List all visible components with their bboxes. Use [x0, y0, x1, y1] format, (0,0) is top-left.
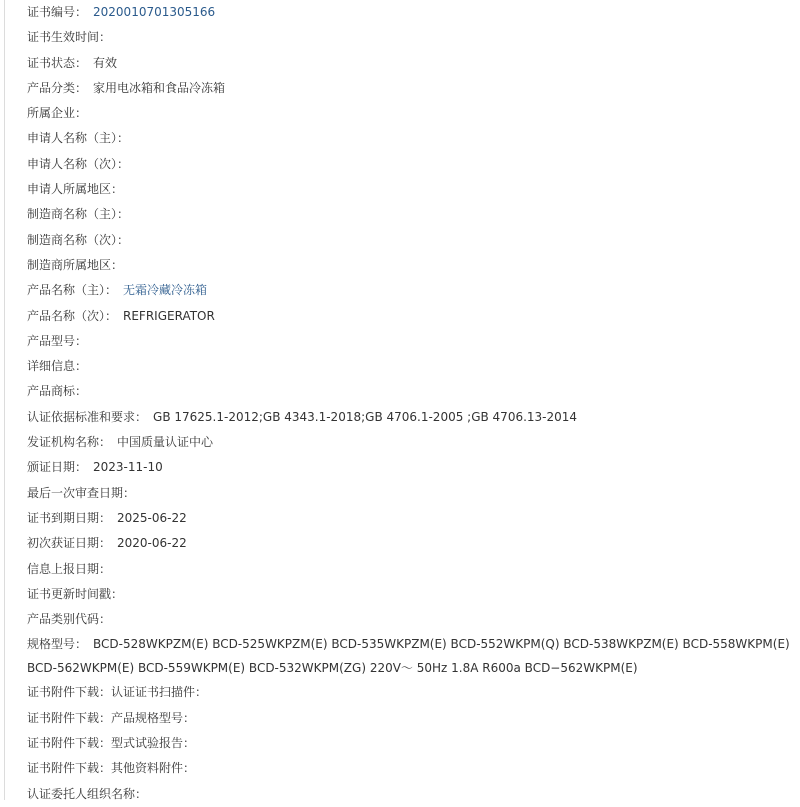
info-row-applicant-region: [27, 177, 797, 202]
info-row-report-date: [27, 557, 797, 582]
row-label: 制造商名称（主）：: [27, 207, 130, 222]
row-label: 认证依据标准和要求：: [27, 409, 148, 424]
info-row-manufacturer-region: [27, 253, 797, 278]
info-row-specification: [27, 632, 797, 680]
row-label: 证书编号：: [27, 5, 88, 19]
info-row-category-code: [27, 607, 797, 632]
row-label: 产品类别代码：: [27, 612, 112, 627]
row-label: 申请人所属地区：: [27, 182, 124, 197]
info-row-product-model: [27, 329, 797, 354]
row-value: REFRIGERATOR: [123, 308, 215, 323]
info-row-update-timestamp: [27, 582, 797, 607]
info-row-applicant-primary: [27, 126, 797, 151]
certificate-number-link[interactable]: 2020010701305166: [93, 5, 216, 19]
row-label: 信息上报日期：: [27, 561, 112, 576]
row-label: 制造商所属地区：: [27, 257, 124, 272]
row-label: 发证机构名称：: [27, 435, 112, 450]
row-label: 证书生效时间：: [27, 30, 112, 45]
info-row-details: [27, 354, 797, 379]
info-row-applicant-secondary: [27, 152, 797, 177]
row-label: 证书附件下载：: [27, 685, 112, 700]
row-value: 中国质量认证中心: [117, 435, 214, 450]
row-label: 所属企业：: [27, 106, 88, 121]
status-value: 有效: [93, 55, 118, 70]
row-label: 申请人名称（主）：: [27, 131, 130, 146]
info-row-trademark: [27, 379, 797, 404]
row-label: 证书更新时间戳：: [27, 586, 124, 601]
info-row-product-category: [27, 76, 797, 101]
row-value: 2020-06-22: [117, 536, 187, 551]
download-row-certificate-scan: [27, 680, 797, 705]
type-test-report-download-link[interactable]: 型式试验报告：: [111, 736, 196, 751]
row-label: 证书到期日期：: [27, 510, 112, 525]
row-value: 2025-06-22: [117, 510, 187, 525]
info-row-last-review-date: [27, 481, 797, 506]
row-label: 制造商名称（次）：: [27, 232, 130, 247]
info-row-first-issue-date: [27, 531, 797, 556]
info-row-issue-date: [27, 455, 797, 480]
row-label: 证书附件下载：: [27, 710, 112, 725]
row-label: 证书附件下载：: [27, 736, 112, 751]
info-row-manufacturer-secondary: [27, 228, 797, 253]
row-label: 颁证日期：: [27, 460, 88, 475]
row-label: 产品名称（主）：: [27, 283, 118, 298]
row-value: 2023-11-10: [93, 460, 163, 475]
row-label: 产品分类：: [27, 80, 88, 95]
row-label: 认证委托人组织名称：: [27, 786, 148, 801]
certificate-info-list: [27, 0, 797, 807]
info-row-enterprise: [27, 101, 797, 126]
download-row-other-attachments: [27, 756, 797, 781]
certificate-scan-download-link[interactable]: 认证证书扫描件：: [111, 685, 208, 700]
info-row-issuing-authority: [27, 430, 797, 455]
product-spec-download-link[interactable]: 产品规格型号：: [111, 710, 196, 725]
info-row-certificate-number: [27, 0, 797, 25]
info-row-expiry-date: [27, 506, 797, 531]
row-label: 规格型号：: [27, 637, 88, 652]
download-row-type-test-report: [27, 731, 797, 756]
row-label: 产品商标：: [27, 384, 88, 399]
info-row-client-organization: [27, 782, 797, 807]
info-row-status: [27, 51, 797, 76]
info-row-manufacturer-primary: [27, 202, 797, 227]
download-row-product-spec: [27, 706, 797, 731]
row-value: GB 17625.1-2012;GB 4343.1-2018;GB 4706.1-2005 ;GB 4706.13-2014: [153, 409, 578, 424]
info-row-product-name-secondary: [27, 304, 797, 329]
row-label: 申请人名称（次）：: [27, 156, 130, 171]
row-label: 产品名称（次）：: [27, 308, 118, 323]
left-border: [4, 0, 5, 800]
info-row-standards: [27, 405, 797, 430]
product-name-link[interactable]: 无霜冷藏冷冻箱: [123, 283, 208, 298]
specification-value: BCD-528WKPZM(E) BCD-525WKPZM(E) BCD-535WKPZM(E) BCD-552WKPM(Q) BCD-538WKPZM(E) BCD-558WKPM(E) BCD-562WKPM(E) BCD-559WKPM(E) BCD-532WKPM(ZG) 220V～ 50Hz 1.8A R600a BCD−562WKPM(E): [27, 637, 790, 676]
row-label: 证书状态：: [27, 55, 88, 70]
row-label: 产品型号：: [27, 333, 88, 348]
info-row-product-name-primary: [27, 278, 797, 303]
row-value: 家用电冰箱和食品冷冻箱: [93, 80, 226, 95]
other-attachments-download-link[interactable]: 其他资料附件：: [111, 761, 196, 776]
row-label: 证书附件下载：: [27, 761, 112, 776]
row-label: 最后一次审查日期：: [27, 485, 136, 500]
info-row-effective-time: [27, 25, 797, 50]
row-label: 详细信息：: [27, 359, 88, 374]
row-label: 初次获证日期：: [27, 536, 112, 551]
